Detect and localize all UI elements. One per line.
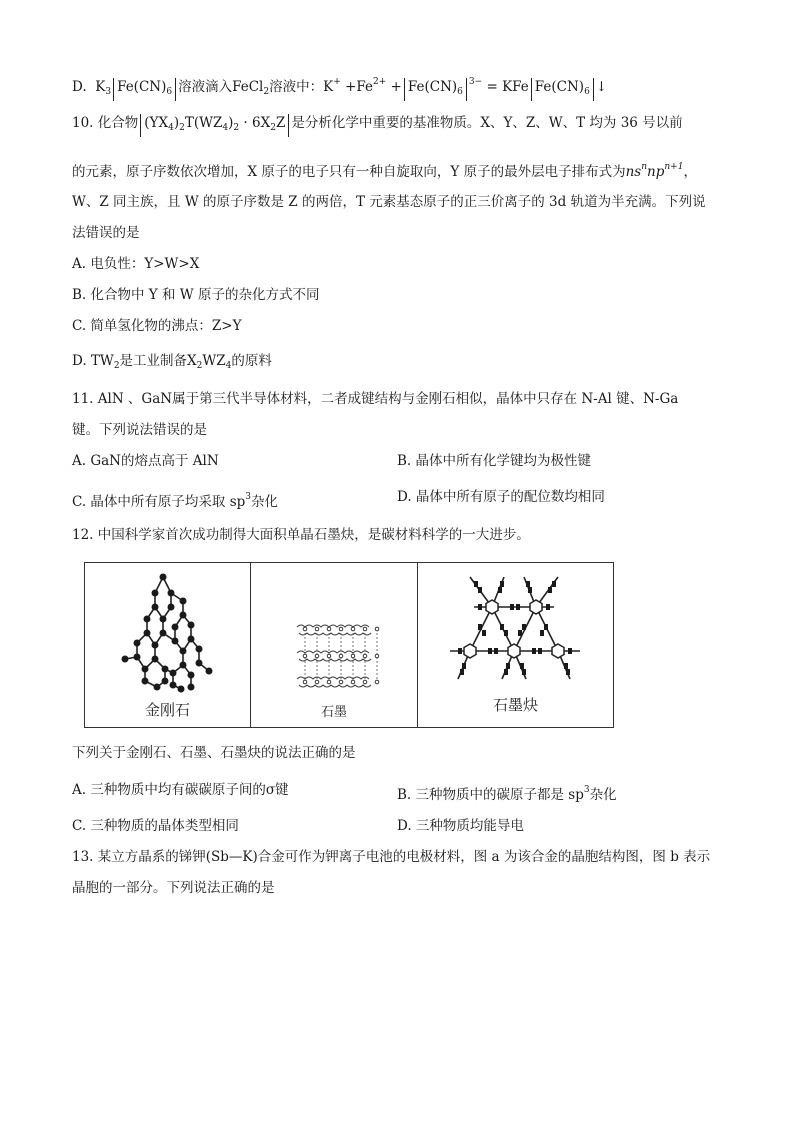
q11-option-c <box>72 487 278 512</box>
graphdiyne-caption: 石墨炔 <box>492 696 538 714</box>
q10-stem-line-4: 法错误的是 <box>72 225 140 241</box>
subscript: 2 <box>270 123 276 133</box>
q12-option-d: D. 三种物质均能导电 <box>397 818 524 834</box>
q10-option-b: B. 化合物中 Y 和 W 原子的杂化方式不同 <box>72 287 320 303</box>
q10-stem-line-2 <box>72 157 697 182</box>
q11-option-a: A. GaN的熔点高于 AlN <box>72 453 219 469</box>
q11-option-b: B. 晶体中所有化学键均为极性键 <box>397 453 592 469</box>
text: (YX <box>144 115 169 131</box>
formula-fecn: Fe(CN) <box>407 79 458 95</box>
superscript: n <box>641 162 648 172</box>
bracket <box>140 114 289 137</box>
text: 化合物 <box>97 115 139 131</box>
text: 杂化 <box>589 787 617 803</box>
text: ) <box>173 115 180 131</box>
text: (WZ <box>193 115 223 131</box>
formula-k: K <box>95 79 106 95</box>
q10-stem-line-1 <box>72 113 683 137</box>
superscript: 3 <box>583 785 590 795</box>
question-number: 10. <box>72 115 94 131</box>
q11-stem-line-2: 键。下列说法错误的是 <box>72 422 207 438</box>
text: D. TW <box>72 353 114 369</box>
text: · 6X <box>239 115 271 131</box>
text: ， <box>683 164 697 180</box>
q10-option-c: C. 简单氢化物的沸点：Z>Y <box>72 318 242 334</box>
diamond-panel <box>85 563 251 727</box>
text: 杂化 <box>251 494 279 510</box>
text: C. 晶体中所有原子均采取 sp <box>72 494 246 510</box>
text: ) <box>228 115 234 131</box>
text: = KFe <box>482 79 529 95</box>
bracket <box>113 78 176 101</box>
formula-fecn: Fe(CN) <box>534 79 585 95</box>
carbon-allotropes-figure <box>84 562 614 728</box>
superscript: 2+ <box>372 77 387 87</box>
text: 溶液滴入 <box>178 79 233 95</box>
subscript: 6 <box>166 87 173 97</box>
formula-fecl2: FeCl <box>232 79 264 95</box>
text: 的元素，原子序数依次增加，X 原子的电子只有一种自旋取向，Y 原子的最外层电子排布式为 <box>72 164 626 180</box>
text: X <box>187 353 197 369</box>
subscript: 4 <box>222 123 229 133</box>
q13-stem-line-1: 13. 某立方晶系的锑钾(Sb—K)合金可作为钾离子电池的电极材料，图 a 为该合金的晶胞结构图，图 b 表示 <box>72 849 711 865</box>
q12-option-c: C. 三种物质的晶体类型相同 <box>72 818 239 834</box>
bracket <box>531 78 594 101</box>
text: ns <box>625 164 642 180</box>
q12-stem-line-1: 12. 中国科学家首次成功制得大面积单晶石墨炔，是碳材料科学的一大进步。 <box>72 527 530 543</box>
q12-option-a: A. 三种物质中均有碳碳原子间的σ键 <box>72 782 289 798</box>
formula-fecn: Fe(CN) <box>117 79 167 95</box>
text: 溶液中：K <box>269 79 334 95</box>
q11-stem-line-1: 11. AlN 、GaN属于第三代半导体材料，二者成键结构与金刚石相似，晶体中只存在 N-Al 键、N-Ga <box>72 391 679 407</box>
text: +Fe <box>340 79 373 95</box>
graphite-panel <box>251 563 418 727</box>
diamond-caption: 金刚石 <box>144 701 190 719</box>
superscript: + <box>333 77 341 87</box>
graphdiyne-panel <box>418 563 613 727</box>
subscript: 2 <box>179 123 185 133</box>
q12-stem-line-2: 下列关于金刚石、石墨、石墨炔的说法正确的是 <box>72 745 356 761</box>
text: 是分析化学中重要的基准物质。X、Y、Z、W、T 均为 36 号以前 <box>291 115 683 131</box>
q13-stem-line-2: 晶胞的一部分。下列说法正确的是 <box>72 880 275 896</box>
superscript: n+1 <box>664 162 684 172</box>
q10-option-d <box>72 351 272 376</box>
graphite-caption: 石墨 <box>320 705 347 720</box>
precipitate-arrow: ↓ <box>595 79 608 95</box>
superscript: 3− <box>468 77 483 87</box>
subscript: 4 <box>225 361 232 371</box>
q12-option-b <box>397 780 617 805</box>
text: Z <box>275 115 286 131</box>
q10-stem-line-3: W、Z 同主族，且 W 的原子序数是 Z 的两倍，T 元素基态原子的正三价离子的 3d 轨道为半充满。下列说 <box>72 194 706 210</box>
subscript: 3 <box>105 87 112 97</box>
q9-option-d <box>72 72 607 102</box>
subscript: 2 <box>113 361 120 371</box>
q10-option-a: A. 电负性：Y>W>X <box>72 256 200 272</box>
text: np <box>647 164 665 180</box>
text: 是工业制备 <box>119 353 188 369</box>
text: WZ <box>202 353 226 369</box>
text: + <box>386 79 402 95</box>
q11-option-d: D. 晶体中所有原子的配位数均相同 <box>397 489 605 505</box>
bracket <box>404 78 467 101</box>
subscript: 6 <box>457 87 463 97</box>
subscript: 2 <box>196 361 203 371</box>
subscript: 2 <box>263 87 270 97</box>
option-label: D. <box>72 79 87 95</box>
subscript: 4 <box>168 123 174 133</box>
subscript: 6 <box>584 87 590 97</box>
subscript: 2 <box>233 123 240 133</box>
text: T <box>184 115 194 131</box>
text: 的原料 <box>231 353 272 369</box>
superscript: 3 <box>245 492 252 502</box>
text: B. 三种物质中的碳原子都是 sp <box>397 787 584 803</box>
